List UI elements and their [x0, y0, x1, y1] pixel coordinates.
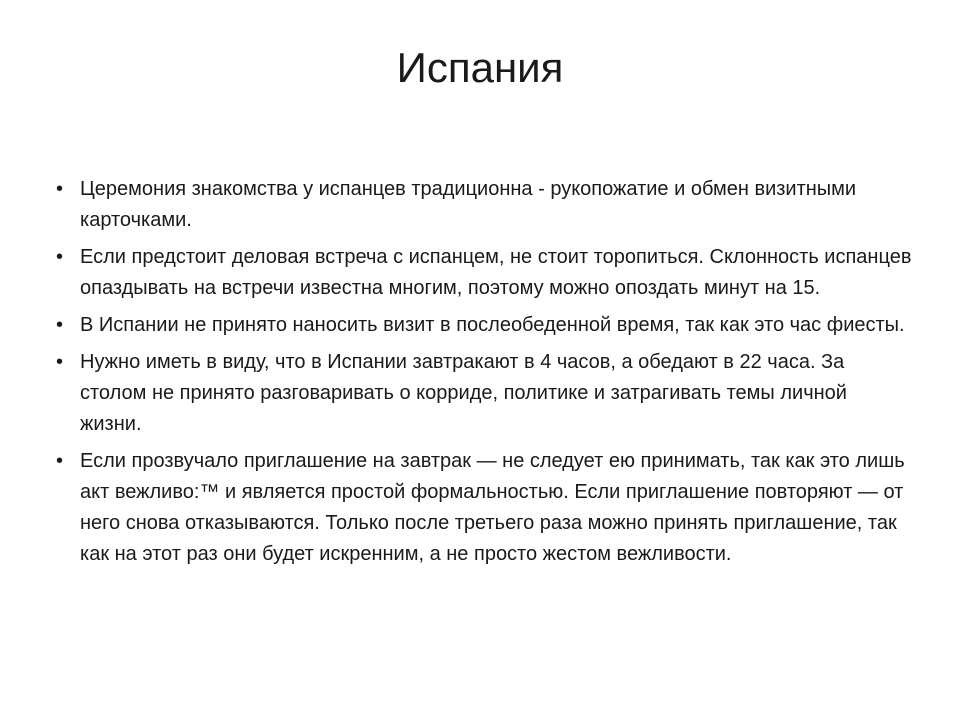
bullet-dot-icon: •: [56, 450, 64, 472]
bullet-item: [56, 174, 912, 236]
bullet-item: [56, 446, 912, 570]
bullet-text: В Испании не принято наносить визит в послеобеденной время, так как это час фиесты.: [80, 314, 905, 336]
bullet-dot-icon: •: [56, 314, 64, 336]
bullet-item: [56, 347, 912, 440]
slide-title: Испания: [396, 44, 564, 91]
bullet-dot-icon: •: [56, 246, 64, 268]
bullet-item: [56, 242, 912, 304]
bullet-dot-icon: •: [56, 178, 64, 200]
bullet-dot-icon: •: [56, 351, 64, 373]
bullet-list: [56, 174, 912, 576]
bullet-text: Если прозвучало приглашение на завтрак — не следует ею принимать, так как это лишь акт вежливо:™ и является простой формальностью. Если приглашение повторяют — от него снова отказываются. Только после третьего раза можно принять приглашение, так как на этот раз они будет искренним, а не просто жестом вежливости.: [80, 450, 905, 565]
bullet-text: Если предстоит деловая встреча с испанцем, не стоит торопиться. Склонность испанцев опаздывать на встречи известна многим, поэтому можно опоздать минут на 15.: [80, 246, 912, 299]
bullet-text: Нужно иметь в виду, что в Испании завтракают в 4 часов, а обедают в 22 часа. За столом не принято разговаривать о корриде, политике и затрагивать темы личной жизни.: [80, 351, 847, 435]
bullet-text: Церемония знакомства у испанцев традиционна - рукопожатие и обмен визитными карточками.: [80, 178, 857, 231]
bullet-item: [56, 310, 912, 341]
